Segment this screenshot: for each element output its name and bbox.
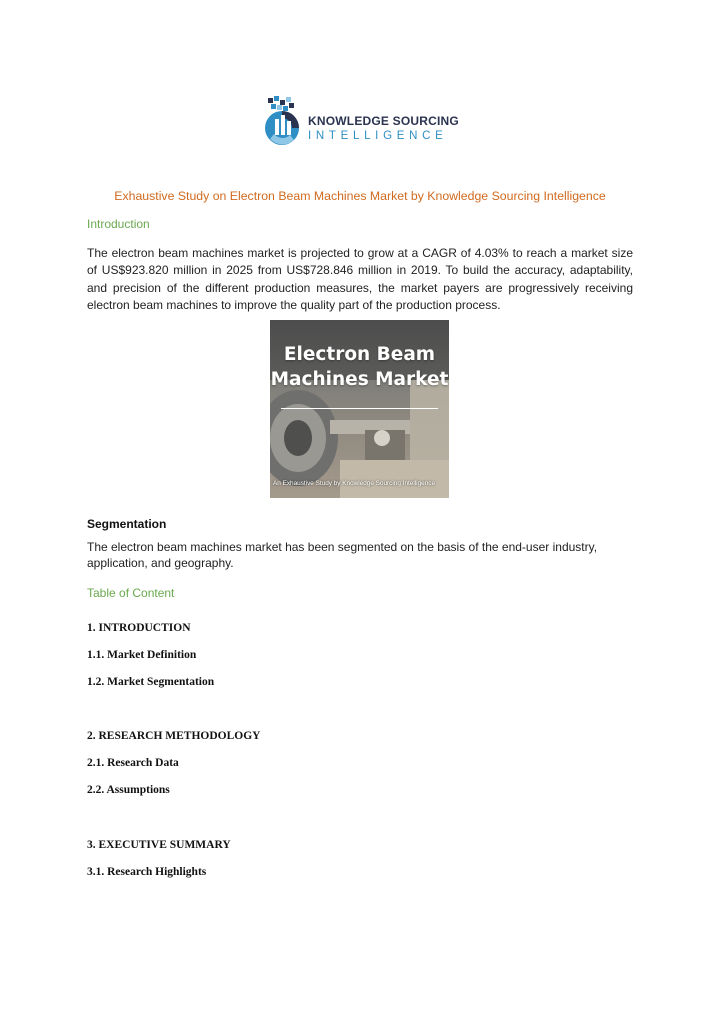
company-logo xyxy=(262,95,462,151)
segmentation-paragraph: The electron beam machines market has been segmented on the basis of the end-user industry, application, and geography. xyxy=(87,540,598,570)
toc-item: 1.1. Market Definition xyxy=(87,649,197,661)
cover-subtitle: An Exhaustive Study by Knowledge Sourcing Intelligence xyxy=(273,480,435,487)
cover-title-line1: Electron Beam xyxy=(283,344,436,365)
toc-heading: Table of Content xyxy=(87,586,175,600)
segmentation-heading: Segmentation xyxy=(87,517,167,531)
cover-image xyxy=(270,320,449,498)
introduction-paragraph: The electron beam machines market is projected to grow at a CAGR of 4.03% to reach a market size of US$923.820 million in 2025 from US$728.846 million in 2019. To build the accuracy, adaptability, and precision of the different production measures, the market payers are progressively receiving electron beam machines to improve the quality part of the production process. xyxy=(87,246,633,312)
toc-item: 2. RESEARCH METHODOLOGY xyxy=(87,730,261,742)
cover-title xyxy=(270,342,449,392)
toc-item: 3.1. Research Highlights xyxy=(87,866,207,878)
logo-text-line2: INTELLIGENCE xyxy=(308,130,448,142)
toc-item: 1.2. Market Segmentation xyxy=(87,676,215,688)
document-title: Exhaustive Study on Electron Beam Machines Market by Knowledge Sourcing Intelligence xyxy=(114,189,606,203)
introduction-heading: Introduction xyxy=(87,217,150,231)
toc-item: 3. EXECUTIVE SUMMARY xyxy=(87,839,231,851)
logo-text-line1: KNOWLEDGE SOURCING xyxy=(308,114,459,128)
cover-divider xyxy=(281,408,438,409)
toc-item: 1. INTRODUCTION xyxy=(87,622,191,634)
toc-item: 2.1. Research Data xyxy=(87,757,179,769)
toc-item: 2.2. Assumptions xyxy=(87,784,170,796)
logo-emblem-icon xyxy=(262,95,306,151)
cover-title-line2: Machines Market xyxy=(270,369,449,390)
